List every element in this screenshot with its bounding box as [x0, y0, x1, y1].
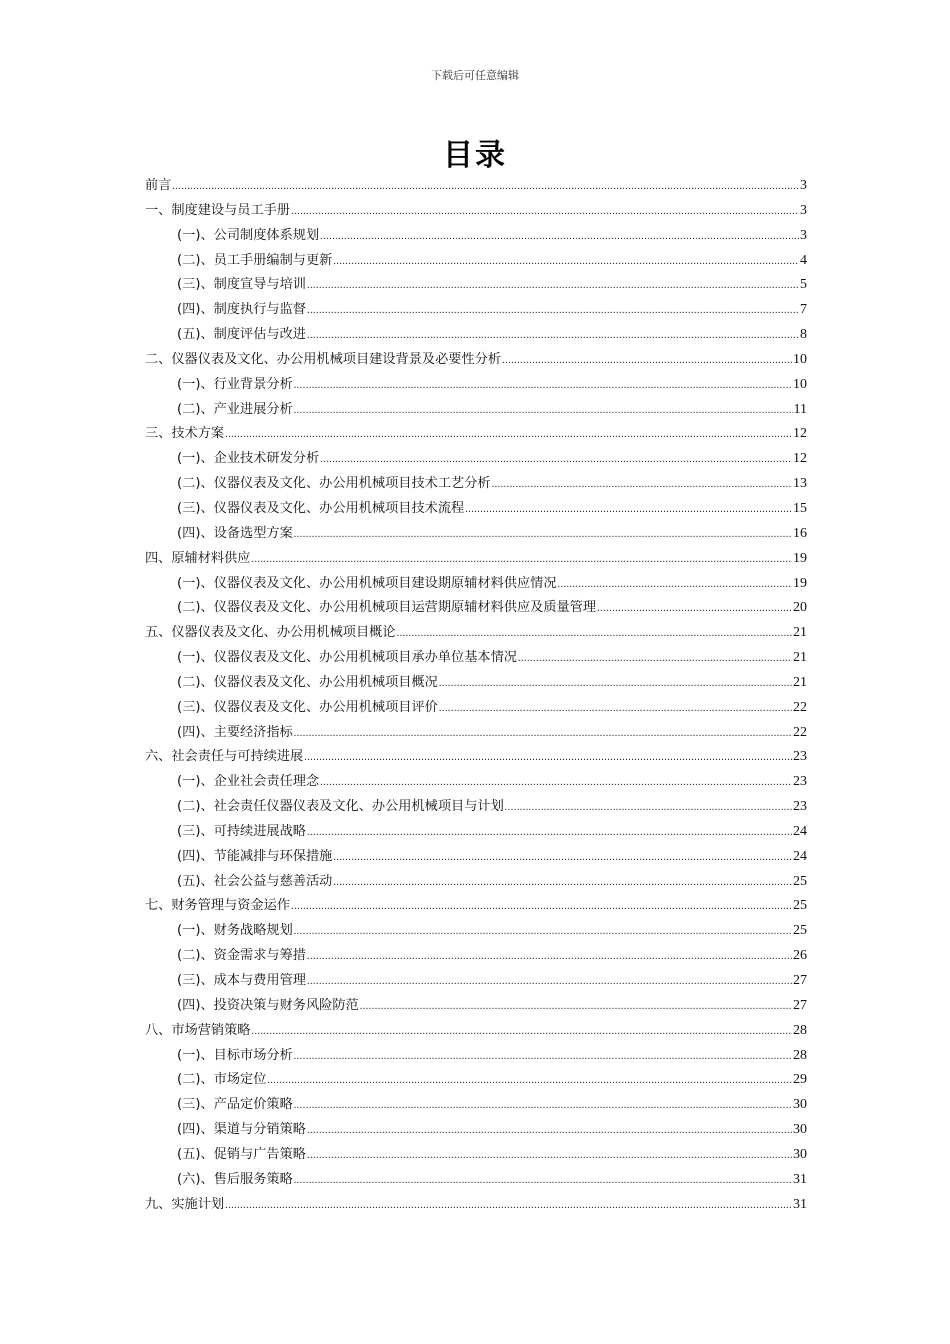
toc-entry[interactable]	[145, 721, 807, 746]
toc-entry[interactable]	[145, 199, 807, 224]
toc-entry-page-number: 22	[793, 699, 807, 715]
dot-leader	[465, 498, 792, 523]
toc-entry-page-number: 29	[793, 1072, 807, 1088]
toc-entry[interactable]	[145, 1044, 807, 1069]
toc-entry-text: 九、实施计划	[145, 1196, 225, 1212]
toc-entry-text: (一)、仪器仪表及文化、办公用机械项目承办单位基本情况	[177, 650, 517, 666]
toc-entry-text: (三)、仪器仪表及文化、办公用机械项目评价	[177, 699, 438, 715]
toc-entry-text: (一)、目标市场分析	[177, 1047, 293, 1063]
dot-leader	[291, 895, 792, 920]
toc-entry-page-number: 12	[793, 451, 807, 467]
dot-leader	[307, 1119, 792, 1144]
toc-entry-page-number: 28	[793, 1047, 807, 1063]
dot-leader	[225, 1194, 792, 1219]
dot-leader	[333, 871, 792, 896]
dot-leader	[267, 1069, 792, 1094]
toc-entry-page-number: 5	[800, 277, 807, 293]
toc-entry[interactable]	[145, 1068, 807, 1093]
toc-entry-page-number: 30	[793, 1122, 807, 1138]
toc-entry-text: (二)、资金需求与筹措	[177, 948, 306, 964]
dot-leader	[307, 324, 799, 349]
toc-entry-text: 六、社会责任与可持续进展	[145, 749, 304, 765]
toc-entry[interactable]	[145, 1019, 807, 1044]
toc-entry[interactable]	[145, 224, 807, 249]
toc-entry-text: (六)、售后服务策略	[177, 1171, 293, 1187]
toc-entry[interactable]	[145, 472, 807, 497]
dot-leader	[225, 423, 792, 448]
toc-entry[interactable]	[145, 646, 807, 671]
toc-entry[interactable]	[145, 870, 807, 895]
toc-list	[145, 174, 807, 1217]
toc-entry-page-number: 24	[793, 848, 807, 864]
toc-entry-page-number: 15	[793, 500, 807, 516]
toc-entry-page-number: 31	[793, 1171, 807, 1187]
toc-entry-page-number: 22	[793, 724, 807, 740]
toc-entry[interactable]	[145, 398, 807, 423]
toc-entry-text: (四)、设备选型方案	[177, 525, 293, 541]
dot-leader	[172, 175, 799, 200]
toc-entry[interactable]	[145, 969, 807, 994]
toc-entry-text: (一)、企业社会责任理念	[177, 774, 320, 790]
toc-entry-page-number: 23	[793, 749, 807, 765]
toc-entry-text: (二)、市场定位	[177, 1072, 267, 1088]
toc-entry[interactable]	[145, 919, 807, 944]
dot-leader	[397, 622, 792, 647]
toc-entry-text: 五、仪器仪表及文化、办公用机械项目概论	[145, 625, 396, 641]
toc-entry[interactable]	[145, 422, 807, 447]
toc-entry[interactable]	[145, 894, 807, 919]
toc-entry-page-number: 21	[793, 625, 807, 641]
toc-entry[interactable]	[145, 1093, 807, 1118]
toc-entry-page-number: 7	[800, 302, 807, 318]
toc-entry[interactable]	[145, 944, 807, 969]
toc-entry-page-number: 10	[793, 376, 807, 392]
toc-entry-text: (五)、制度评估与改进	[177, 327, 306, 343]
toc-entry-text: 前言	[145, 178, 172, 193]
toc-entry-page-number: 31	[793, 1196, 807, 1212]
toc-entry-text: 三、技术方案	[145, 426, 225, 442]
dot-leader	[320, 771, 792, 796]
toc-entry-page-number: 3	[800, 227, 807, 243]
toc-entry-page-number: 20	[793, 600, 807, 616]
toc-entry[interactable]	[145, 745, 807, 770]
dot-leader	[333, 846, 792, 871]
toc-entry[interactable]	[145, 249, 807, 274]
toc-entry-text: (三)、仪器仪表及文化、办公用机械项目技术流程	[177, 500, 465, 516]
toc-entry-page-number: 21	[793, 674, 807, 690]
toc-entry-text: (一)、公司制度体系规划	[177, 227, 320, 243]
toc-entry[interactable]	[145, 547, 807, 572]
dot-leader	[558, 573, 792, 598]
dot-leader	[294, 523, 792, 548]
toc-entry-text: (一)、行业背景分析	[177, 376, 293, 392]
dot-leader	[518, 647, 792, 672]
toc-entry[interactable]	[145, 174, 807, 199]
dot-leader	[294, 374, 792, 399]
dot-leader	[307, 299, 799, 324]
toc-entry-text: (三)、可持续进展战略	[177, 823, 306, 839]
toc-entry[interactable]	[145, 696, 807, 721]
toc-entry[interactable]	[145, 1168, 807, 1193]
dot-leader	[320, 225, 799, 250]
toc-entry[interactable]	[145, 820, 807, 845]
toc-entry-text: (二)、仪器仪表及文化、办公用机械项目概况	[177, 674, 438, 690]
toc-entry-page-number: 24	[793, 823, 807, 839]
toc-entry-page-number: 21	[793, 650, 807, 666]
dot-leader	[492, 473, 792, 498]
toc-entry-text: 八、市场营销策略	[145, 1022, 251, 1038]
toc-entry[interactable]	[145, 348, 807, 373]
toc-entry-page-number: 3	[800, 202, 807, 218]
toc-entry-page-number: 26	[793, 948, 807, 964]
toc-entry-text: 二、仪器仪表及文化、办公用机械项目建设背景及必要性分析	[145, 351, 502, 367]
toc-entry[interactable]	[145, 621, 807, 646]
dot-leader	[502, 349, 792, 374]
toc-entry-text: 七、财务管理与资金运作	[145, 898, 291, 914]
toc-entry-page-number: 11	[793, 401, 807, 417]
toc-entry[interactable]	[145, 447, 807, 472]
toc-entry[interactable]	[145, 1143, 807, 1168]
toc-entry-text: 四、原辅材料供应	[145, 550, 251, 566]
toc-entry[interactable]	[145, 373, 807, 398]
dot-leader	[291, 200, 799, 225]
toc-entry-page-number: 4	[800, 252, 807, 268]
toc-entry[interactable]	[145, 671, 807, 696]
dot-leader	[307, 821, 792, 846]
dot-leader	[439, 672, 792, 697]
toc-entry[interactable]	[145, 323, 807, 348]
toc-entry[interactable]	[145, 770, 807, 795]
toc-entry-page-number: 30	[793, 1097, 807, 1113]
dot-leader	[294, 1169, 792, 1194]
toc-entry[interactable]	[145, 845, 807, 870]
dot-leader	[505, 796, 792, 821]
dot-leader	[597, 597, 792, 622]
toc-entry-page-number: 12	[793, 426, 807, 442]
dot-leader	[439, 697, 792, 722]
toc-entry-page-number: 10	[793, 351, 807, 367]
toc-entry[interactable]	[145, 795, 807, 820]
toc-entry-page-number: 3	[800, 178, 807, 193]
dot-leader	[294, 722, 792, 747]
toc-entry-text: (二)、员工手册编制与更新	[177, 252, 333, 268]
dot-leader	[360, 995, 792, 1020]
toc-entry-text: (一)、财务战略规划	[177, 923, 293, 939]
toc-entry-text: (五)、社会公益与慈善活动	[177, 873, 333, 889]
toc-entry-text: 一、制度建设与员工手册	[145, 202, 291, 218]
dot-leader	[252, 548, 793, 573]
toc-entry-text: (二)、仪器仪表及文化、办公用机械项目技术工艺分析	[177, 476, 491, 492]
toc-entry-text: (五)、促销与广告策略	[177, 1146, 306, 1162]
dot-leader	[307, 970, 792, 995]
toc-entry-page-number: 28	[793, 1022, 807, 1038]
header-note: 下载后可任意编辑	[431, 69, 519, 82]
toc-entry-page-number: 25	[793, 923, 807, 939]
toc-entry-page-number: 27	[793, 997, 807, 1013]
toc-entry-page-number: 25	[793, 873, 807, 889]
dot-leader	[320, 448, 792, 473]
dot-leader	[307, 945, 792, 970]
toc-entry-text: (四)、主要经济指标	[177, 724, 293, 740]
toc-entry-text: (四)、渠道与分销策略	[177, 1122, 306, 1138]
toc-entry[interactable]	[145, 273, 807, 298]
toc-entry-page-number: 8	[800, 327, 807, 343]
toc-entry-text: (四)、节能减排与环保措施	[177, 848, 333, 864]
toc-entry-page-number: 30	[793, 1146, 807, 1162]
toc-entry-text: (一)、企业技术研发分析	[177, 451, 320, 467]
toc-entry-page-number: 27	[793, 973, 807, 988]
toc-entry-page-number: 23	[793, 799, 807, 815]
dot-leader	[307, 1144, 792, 1169]
toc-entry-text: (四)、制度执行与监督	[177, 302, 306, 318]
toc-entry-page-number: 16	[793, 525, 807, 541]
toc-entry[interactable]	[145, 298, 807, 323]
toc-entry[interactable]	[145, 994, 807, 1019]
toc-entry-text: (四)、投资决策与财务风险防范	[177, 997, 359, 1013]
toc-entry-text: (二)、产业进展分析	[177, 401, 293, 417]
toc-entry-page-number: 19	[793, 550, 807, 566]
dot-leader	[307, 274, 799, 299]
toc-entry-page-number: 25	[793, 898, 807, 914]
toc-entry-page-number: 23	[793, 774, 807, 790]
toc-entry-page-number: 19	[793, 575, 807, 591]
toc-entry[interactable]	[145, 497, 807, 522]
dot-leader	[294, 1094, 792, 1119]
toc-entry-text: (三)、制度宣导与培训	[177, 277, 306, 293]
toc-entry-text: (三)、成本与费用管理	[177, 973, 306, 988]
dot-leader	[294, 1045, 792, 1070]
toc-entry-page-number: 13	[793, 476, 807, 492]
toc-entry-text: (二)、社会责任仪器仪表及文化、办公用机械项目与计划	[177, 799, 504, 815]
dot-leader	[333, 250, 799, 275]
toc-entry[interactable]	[145, 596, 807, 621]
toc-entry[interactable]	[145, 522, 807, 547]
toc-entry[interactable]	[145, 1118, 807, 1143]
dot-leader	[304, 746, 792, 771]
toc-entry[interactable]	[145, 572, 807, 597]
toc-entry-text: (三)、产品定价策略	[177, 1097, 293, 1113]
toc-entry-text: (二)、仪器仪表及文化、办公用机械项目运营期原辅材料供应及质量管理	[177, 600, 597, 616]
dot-leader	[294, 920, 792, 945]
dot-leader	[252, 1020, 793, 1045]
toc-entry-text: (一)、仪器仪表及文化、办公用机械项目建设期原辅材料供应情况	[177, 575, 557, 591]
dot-leader	[294, 399, 793, 424]
toc-title: 目录	[443, 138, 507, 173]
toc-entry[interactable]	[145, 1193, 807, 1218]
